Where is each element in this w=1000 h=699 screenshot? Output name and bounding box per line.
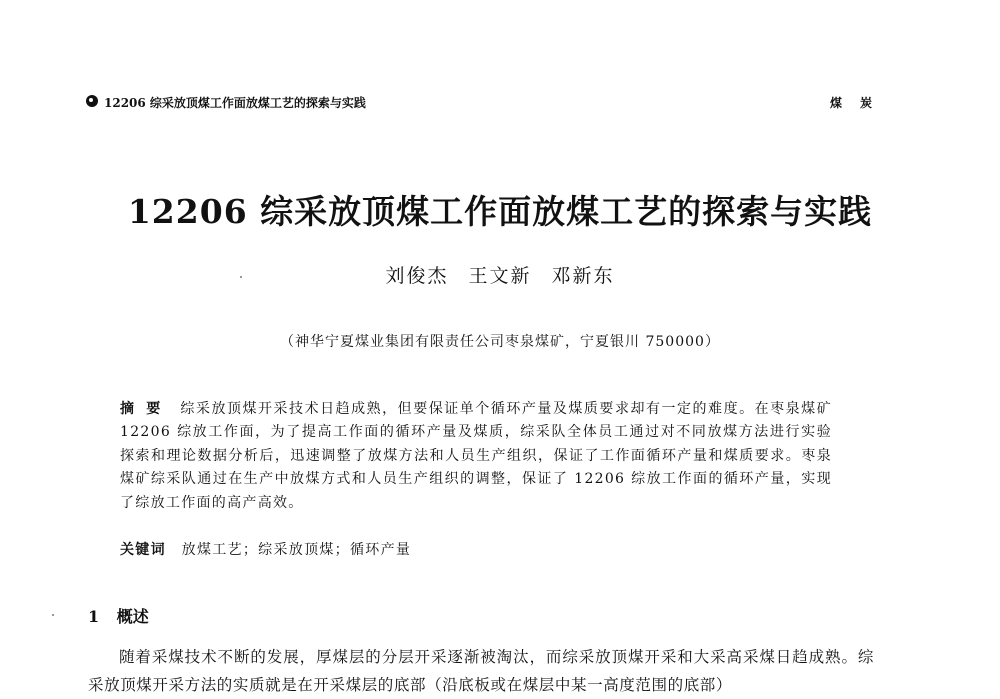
affiliation: （神华宁夏煤业集团有限责任公司枣泉煤矿，宁夏银川 750000）: [280, 334, 720, 350]
abstract-label: 摘要: [120, 401, 173, 417]
keywords-text: 放煤工艺；综采放顶煤；循环产量: [181, 542, 412, 558]
bullet-icon: [86, 95, 98, 107]
scan-speck: [52, 614, 54, 616]
journal-name: 煤炭: [829, 96, 890, 110]
keywords-label: 关键词: [120, 542, 166, 558]
running-header: [86, 92, 890, 114]
section-heading: [88, 604, 149, 627]
section-body-text: 随着采煤技术不断的发展，厚煤层的分层开采逐渐被淘汰，而综采放顶煤开采和大采高采煤日趋成熟。综采放顶煤开采方法的实质就是在开采煤层的底部（沿底板或在煤层中某一高度范围的底部）: [88, 648, 874, 694]
keywords: [120, 539, 832, 559]
author-list: 刘俊杰 王文新 邓新东: [385, 265, 615, 287]
section-title: 概述: [116, 607, 149, 626]
running-header-title: 12206 综采放顶煤工作面放煤工艺的探索与实践: [104, 96, 366, 110]
article-title: 12206 综采放顶煤工作面放煤工艺的探索与实践: [127, 192, 873, 231]
abstract-text: 综采放顶煤开采技术日趋成熟，但要保证单个循环产量及煤质要求却有一定的难度。在枣泉煤矿 12206 综放工作面，为了提高工作面的循环产量及煤质，综采队全体员工通过对不同放煤方法进行实验探索和理论数据分析后，迅速调整了放煤方法和人员生产组织，保证了工作面循环产量和煤质要求。枣泉煤矿综采队通过在生产中放煤方式和人员生产组织的调整，保证了 12206 综放工作面的循环产量，实现了综放工作面的高产高效。: [120, 401, 832, 511]
section-number: 1: [88, 607, 100, 626]
abstract: [120, 398, 832, 515]
